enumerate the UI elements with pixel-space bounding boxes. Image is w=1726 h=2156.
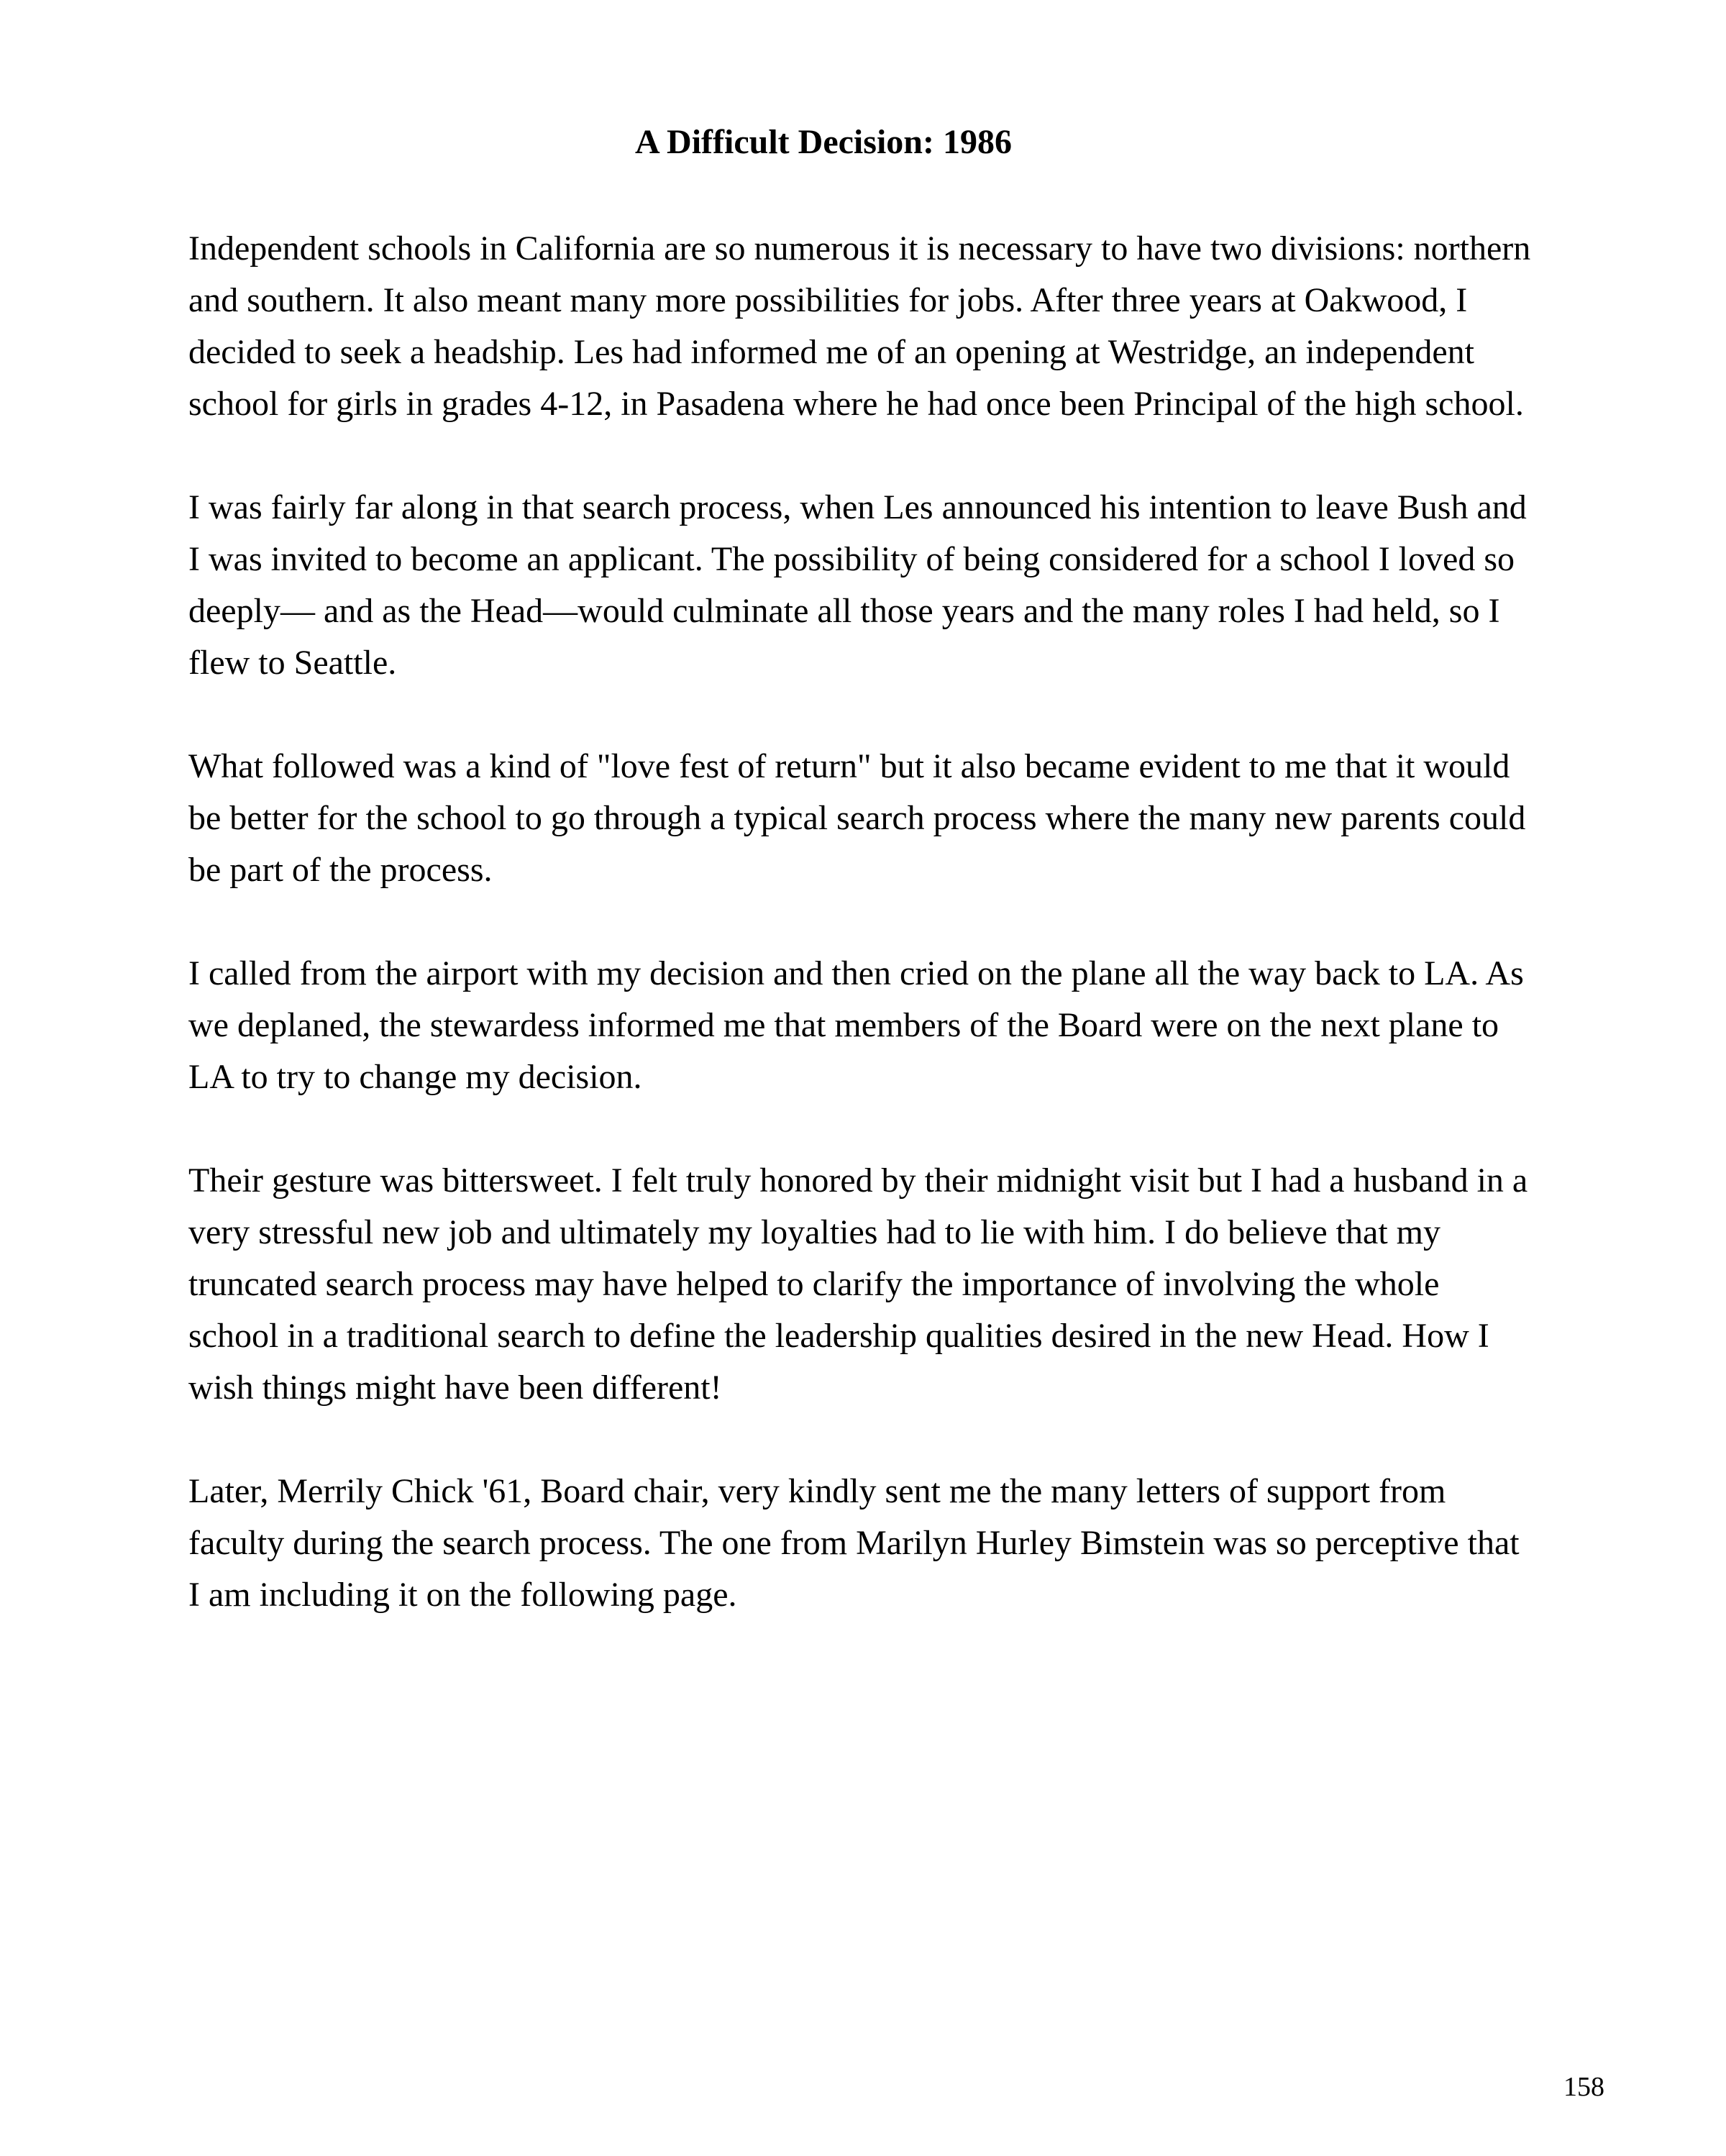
text-line: school for girls in grades 4-12, in Pasadena where he had once been Principal of the high school.	[188, 385, 1524, 423]
text-line: What followed was a kind of "love fest of return" but it also became evident to me that it would	[188, 747, 1510, 785]
page-title: A Difficult Decision: 1986	[635, 123, 1012, 161]
text-line: faculty during the search process. The one from Marilyn Hurley Bimstein was so perceptive that	[188, 1524, 1520, 1562]
paragraph-5	[188, 1155, 1627, 1414]
paragraph-4	[188, 948, 1627, 1103]
text-line: be better for the school to go through a typical search process where the many new parents could	[188, 799, 1526, 837]
text-line: Independent schools in California are so numerous it is necessary to have two divisions: northern	[188, 229, 1531, 268]
text-line: truncated search process may have helped to clarify the importance of involving the whole	[188, 1265, 1440, 1303]
text-line: I was fairly far along in that search process, when Les announced his intention to leave Bush and	[188, 488, 1527, 526]
text-line: very stressful new job and ultimately my loyalties had to lie with him. I do believe that my	[188, 1213, 1440, 1251]
paragraph-2	[188, 482, 1627, 689]
text-line: decided to seek a headship. Les had informed me of an opening at Westridge, an independent	[188, 333, 1474, 371]
text-line: be part of the process.	[188, 851, 493, 889]
text-line: flew to Seattle.	[188, 644, 397, 682]
body-text	[188, 223, 1627, 1673]
text-line: I am including it on the following page.	[188, 1576, 737, 1614]
text-line: we deplaned, the stewardess informed me that members of the Board were on the next plane to	[188, 1006, 1499, 1044]
paragraph-6	[188, 1466, 1627, 1621]
paragraph-3	[188, 741, 1627, 896]
text-line: Their gesture was bittersweet. I felt truly honored by their midnight visit but I had a husband in a	[188, 1161, 1528, 1200]
text-line: school in a traditional search to define the leadership qualities desired in the new Head. How I	[188, 1317, 1489, 1355]
text-line: I called from the airport with my decision and then cried on the plane all the way back to LA. As	[188, 954, 1524, 992]
text-line: Later, Merrily Chick '61, Board chair, very kindly sent me the many letters of support from	[188, 1472, 1446, 1510]
text-line: I was invited to become an applicant. The possibility of being considered for a school I loved so	[188, 540, 1515, 578]
page-number: 158	[1563, 2072, 1604, 2102]
text-line: wish things might have been different!	[188, 1369, 722, 1407]
text-line: deeply— and as the Head—would culminate all those years and the many roles I had held, so I	[188, 592, 1500, 630]
text-line: and southern. It also meant many more possibilities for jobs. After three years at Oakwood, I	[188, 281, 1468, 319]
paragraph-1	[188, 223, 1627, 430]
text-line: LA to try to change my decision.	[188, 1058, 642, 1096]
